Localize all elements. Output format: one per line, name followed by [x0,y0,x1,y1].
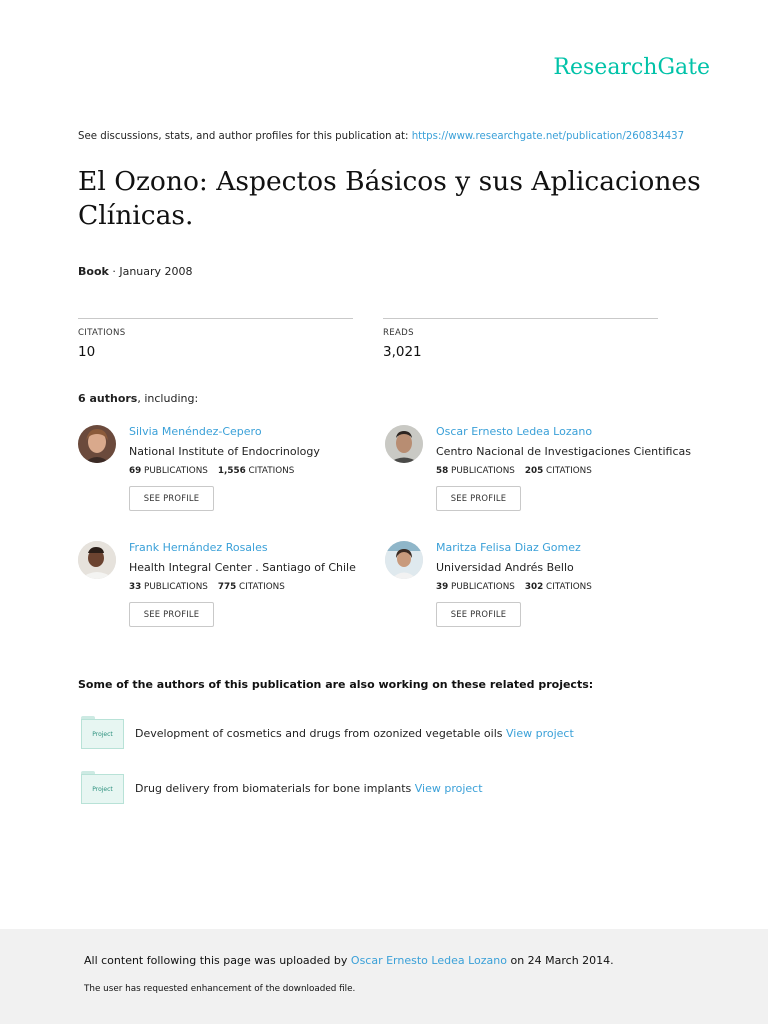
researchgate-logo[interactable]: ResearchGate [553,55,710,80]
publication-meta [78,265,193,278]
author-name-link[interactable]: Frank Hernández Rosales [129,541,268,554]
view-project-link[interactable]: View project [506,727,574,740]
author-stats [436,582,736,592]
author-institution: Universidad Andrés Bello [436,561,574,574]
upload-prefix: All content following this page was uploaded by [84,954,351,967]
author-stats [129,466,429,476]
avatar[interactable] [78,541,116,579]
project-item [81,716,721,752]
uploader-link[interactable]: Oscar Ernesto Ledea Lozano [350,954,507,967]
author-publications-count: 33 [129,582,142,592]
publication-date: January 2008 [119,265,193,278]
reads-label: READS [383,328,414,338]
avatar[interactable] [78,425,116,463]
enhancement-note: The user has requested enhancement of the downloaded file. [84,984,356,994]
project-icon-label: Project [92,786,113,793]
author-name-link[interactable]: Maritza Felisa Diaz Gomez [436,541,581,554]
footer [0,929,768,1024]
publication-url-link[interactable]: https://www.researchgate.net/publication/260834437 [411,131,685,142]
author-institution: Health Integral Center . Santiago of Chile [129,561,356,574]
author-citations-count: 205 [524,466,544,476]
project-folder-icon [81,716,124,749]
avatar-photo [78,541,116,579]
project-folder-icon [81,771,124,804]
publications-label: PUBLICATIONS [144,582,208,592]
meta-separator: · [108,265,120,278]
see-profile-button[interactable]: SEE PROFILE [436,602,521,627]
project-icon-label: Project [92,731,113,738]
avatar-photo [385,425,423,463]
authors-heading [78,392,198,405]
view-project-link[interactable]: View project [414,782,483,795]
upload-suffix: on 24 March 2014. [506,954,614,967]
publication-type: Book [78,265,109,278]
project-line [135,727,574,740]
project-line [135,782,483,795]
authors-count: 6 authors [78,392,138,405]
publications-label: PUBLICATIONS [451,582,515,592]
author-publications-count: 39 [436,582,449,592]
avatar[interactable] [385,541,423,579]
citations-label: CITATIONS [546,582,592,592]
author-publications-count: 58 [436,466,449,476]
author-institution: National Institute of Endocrinology [129,445,320,458]
citations-label: CITATIONS [248,466,295,476]
author-publications-count: 69 [129,466,142,476]
author-citations-count: 1,556 [217,466,246,476]
discussions-text: See discussions, stats, and author profiles for this publication at: [78,131,412,142]
avatar-photo [78,425,116,463]
author-stats [436,466,736,476]
publications-label: PUBLICATIONS [451,466,515,476]
author-name-link[interactable]: Oscar Ernesto Ledea Lozano [436,425,593,438]
citations-stat [78,318,353,360]
publications-label: PUBLICATIONS [144,466,208,476]
discussions-line [78,131,684,142]
avatar[interactable] [385,425,423,463]
upload-line [84,954,614,967]
authors-suffix: , including: [137,392,199,405]
citations-label: CITATIONS [546,466,592,476]
author-stats [129,582,429,592]
see-profile-button[interactable]: SEE PROFILE [129,486,214,511]
projects-heading: Some of the authors of this publication are also working on these related projects: [78,678,594,691]
citations-label: CITATIONS [78,328,126,338]
see-profile-button[interactable]: SEE PROFILE [436,486,521,511]
reads-stat [383,318,658,360]
project-title: Development of cosmetics and drugs from ozonized vegetable oils [135,727,503,740]
citations-label: CITATIONS [239,582,285,592]
citations-value: 10 [78,344,96,360]
author-citations-count: 775 [217,582,237,592]
project-title: Drug delivery from biomaterials for bone implants [135,782,412,795]
publication-title: El Ozono: Aspectos Básicos y sus Aplicaciones Clínicas. [78,166,701,231]
avatar-photo [385,541,423,579]
author-name-link[interactable]: Silvia Menéndez-Cepero [129,425,262,438]
see-profile-button[interactable]: SEE PROFILE [129,602,214,627]
author-citations-count: 302 [524,582,544,592]
project-item [81,771,721,807]
author-institution: Centro Nacional de Investigaciones Cientificas [436,445,691,458]
reads-value: 3,021 [383,344,422,360]
